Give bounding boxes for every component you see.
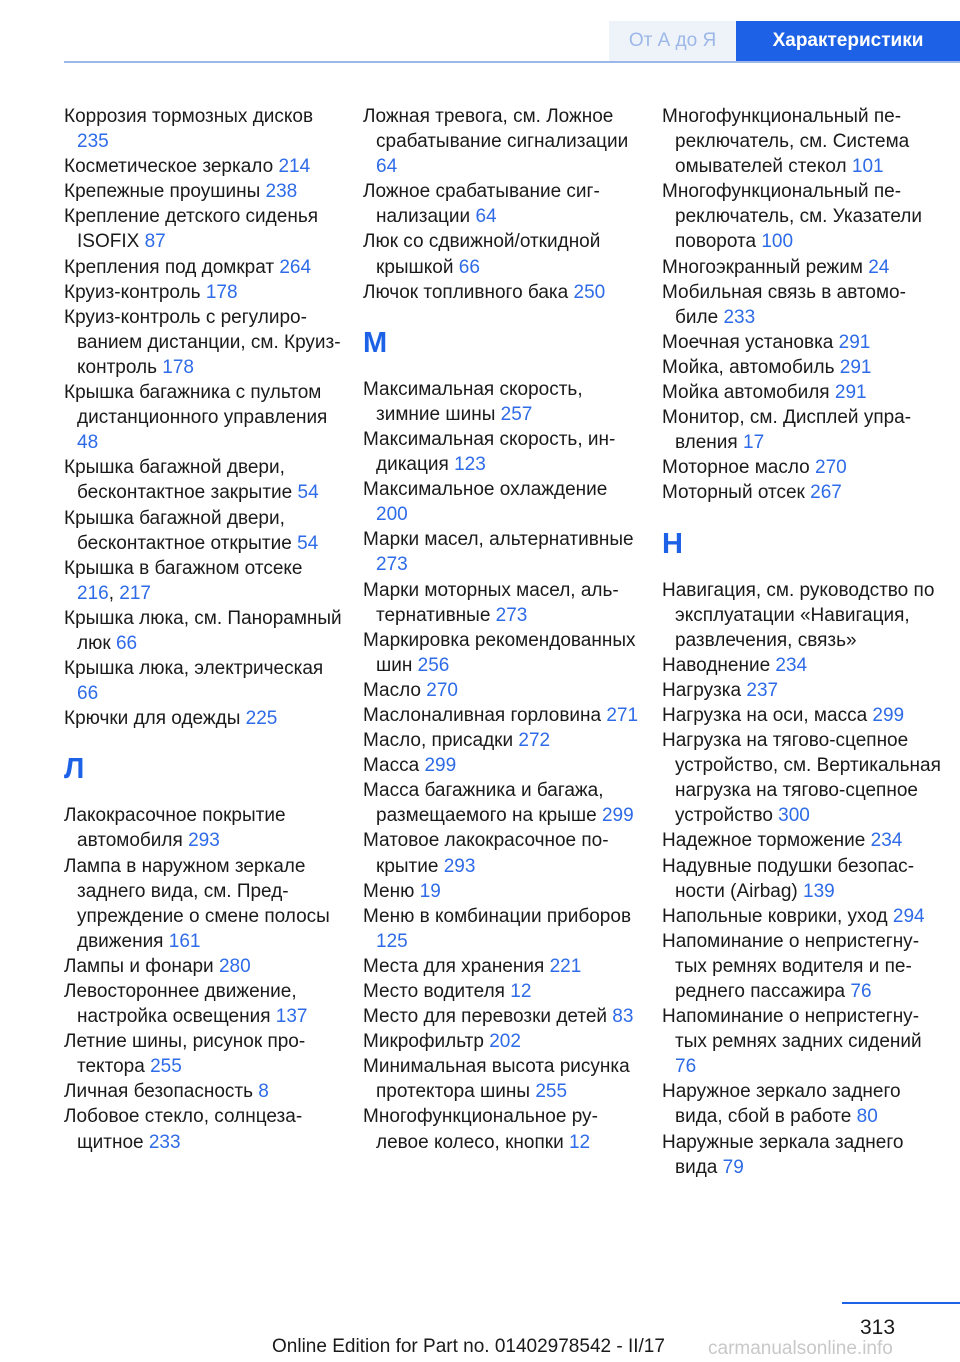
entry-text: Максимальное охлаждение xyxy=(363,479,608,501)
entry-text: Моторное масло xyxy=(662,457,810,479)
entry-text: Летние шины, рисунок протектора xyxy=(64,1031,306,1078)
index-entry xyxy=(662,1130,942,1180)
entry-text: Нагрузка на оси, масса xyxy=(662,704,868,726)
page-link[interactable]: 139 xyxy=(803,880,835,902)
entry-text: Многоэкранный режим xyxy=(662,256,863,278)
entry-text: Лампы и фонари xyxy=(64,955,214,977)
entry-text: Крышка багажника с пультом дистанционного управления xyxy=(64,382,328,429)
entry-text: Максимальная скорость, зимние шины xyxy=(363,378,583,425)
entry-text: Места для хранения xyxy=(363,955,545,977)
index-entry xyxy=(363,753,643,778)
entry-text: Личная безопасность xyxy=(64,1081,254,1103)
entry-text: Матовое лакокрасочное покрытие xyxy=(363,830,609,877)
index-entry xyxy=(64,204,344,254)
entry-text: Моторный отсек xyxy=(662,482,805,504)
index-entry xyxy=(64,979,344,1029)
page-link[interactable]: 238 xyxy=(265,181,298,203)
page-link[interactable]: 291 xyxy=(834,382,867,404)
index-entry xyxy=(662,355,942,380)
page-link[interactable]: 217 xyxy=(119,582,151,604)
index-entry xyxy=(363,527,643,577)
entry-text: Многофункциональный переключатель, см. Указатели поворота xyxy=(662,181,922,253)
entry-text: Крепления под домкрат xyxy=(64,256,275,278)
entry-text: Ложная тревога, см. Ложное срабатывание сигнализации xyxy=(363,106,629,153)
entry-text: Крышка люка, электрическая xyxy=(64,658,324,680)
index-entry xyxy=(662,854,942,904)
page-link[interactable]: 299 xyxy=(872,704,905,726)
page-link[interactable]: 300 xyxy=(778,805,810,827)
page-link[interactable]: 280 xyxy=(218,955,251,977)
entry-text: Минимальная высота рисунка протектора шины xyxy=(363,1056,630,1103)
page-link[interactable]: 237 xyxy=(746,679,779,701)
index-entry xyxy=(363,828,643,878)
entry-text: Многофункциональный переключатель, см. Система омывателей стекол xyxy=(662,106,910,178)
index-column-3 xyxy=(662,104,942,1180)
index-entry xyxy=(64,255,344,280)
index-entry xyxy=(64,803,344,853)
entry-text: Крышка багажной двери, бесконтактное закрытие xyxy=(64,457,293,504)
index-entry xyxy=(662,653,942,678)
entry-text: Круиз-контроль xyxy=(64,281,201,303)
page-link[interactable]: 76 xyxy=(850,981,872,1002)
entry-text: Крышка багажной двери, бесконтактное открытие xyxy=(64,507,292,554)
entry-text: Многофункциональное рулевое колесо, кнопки xyxy=(363,1106,598,1153)
index-entry xyxy=(363,728,643,753)
index-entry xyxy=(64,380,344,455)
entry-text: Масса xyxy=(363,755,420,777)
index-entry xyxy=(363,879,643,904)
index-entry xyxy=(64,506,344,556)
entry-text: Лакокрасочное покрытие автомобиля xyxy=(64,805,286,852)
index-entry xyxy=(64,179,344,204)
entry-text: Косметическое зеркало xyxy=(64,156,274,178)
page-link[interactable]: 270 xyxy=(426,679,458,701)
index-entry xyxy=(363,1054,643,1104)
entry-text: Мойка, автомобиль xyxy=(662,356,835,378)
page-link[interactable]: 221 xyxy=(549,955,582,977)
page-number: 313 xyxy=(860,1316,896,1339)
entry-text: Масса багажника и багажа, размещаемого на крыше xyxy=(363,780,604,827)
header-active-tab[interactable]: Характеристики xyxy=(736,21,960,61)
index-entry xyxy=(363,578,643,628)
index-entry xyxy=(363,904,643,954)
entry-text: Круиз-контроль с регулированием дистанции, см. Круиз-контроль xyxy=(64,306,341,378)
page-link[interactable]: 234 xyxy=(870,830,903,852)
page-link[interactable]: 267 xyxy=(810,482,842,504)
index-entry xyxy=(363,778,643,828)
entry-text: Маркировка рекомендованных шин xyxy=(363,629,636,676)
watermark: carmanualsonline.info xyxy=(708,1338,893,1359)
entry-text: Лобовое стекло, солнцезащитное xyxy=(64,1106,303,1153)
section-letter: М xyxy=(363,326,388,359)
page-link[interactable]: 137 xyxy=(275,1006,308,1028)
section-letter: Н xyxy=(662,527,683,560)
entry-text: Марки моторных масел, альтернативные xyxy=(363,579,619,626)
index-entry xyxy=(64,1079,344,1104)
index-column-2 xyxy=(363,104,643,1155)
entry-text: Место водителя xyxy=(363,981,505,1002)
page-link[interactable]: 270 xyxy=(815,457,847,479)
entry-text: Люк со сдвижной/откидной крышкой xyxy=(363,231,601,278)
header-section-label[interactable]: От А до Я xyxy=(609,21,736,61)
page-link[interactable]: 17 xyxy=(743,432,765,454)
index-entry xyxy=(662,380,942,405)
index-entry xyxy=(662,280,942,330)
index-entry xyxy=(64,656,344,706)
index-entry xyxy=(363,678,643,703)
index-entry xyxy=(662,728,942,828)
index-entry xyxy=(64,1029,344,1079)
index-entry xyxy=(662,1004,942,1079)
page-link[interactable]: 66 xyxy=(77,683,99,705)
index-entry xyxy=(662,255,942,280)
footer-edition: Online Edition for Part no. 01402978542 - II/17 xyxy=(272,1336,665,1357)
entry-text: Микрофильтр xyxy=(363,1031,484,1053)
index-entry xyxy=(363,179,643,229)
page-link[interactable]: 54 xyxy=(297,532,319,554)
page-link[interactable]: 214 xyxy=(278,156,311,178)
entry-text: Крышка люка, см. Панорамный люк xyxy=(64,607,342,654)
page-link[interactable]: 87 xyxy=(144,231,166,253)
entry-text: Навигация, см. руководство по эксплуатации «Навигация, развлечения, связь» xyxy=(662,579,935,651)
page-link[interactable]: 123 xyxy=(454,454,486,476)
page-link[interactable]: 64 xyxy=(376,156,398,178)
entry-text: Нагрузка xyxy=(662,679,742,701)
page-link[interactable]: 79 xyxy=(722,1156,744,1178)
page-link[interactable]: 19 xyxy=(419,880,441,902)
index-entry xyxy=(363,1104,643,1154)
page-link[interactable]: 48 xyxy=(77,432,99,454)
entry-text: Меню xyxy=(363,880,415,902)
index-entry xyxy=(662,330,942,355)
page-link[interactable]: 216 xyxy=(77,582,109,604)
page-link[interactable]: 100 xyxy=(761,231,794,253)
index-entry xyxy=(662,480,942,505)
entry-text: Моечная установка xyxy=(662,331,834,353)
page-link[interactable]: 83 xyxy=(612,1006,634,1028)
page-link[interactable]: 125 xyxy=(376,930,408,952)
entry-text: Максимальная скорость, индикация xyxy=(363,428,616,476)
page-link[interactable]: 178 xyxy=(162,356,194,378)
entry-text: Место для перевозки детей xyxy=(363,1006,608,1028)
index-entry xyxy=(64,854,344,954)
page-link[interactable]: 250 xyxy=(573,281,606,303)
page-number-rule xyxy=(842,1302,960,1304)
entry-text: Крепежные проушины xyxy=(64,181,261,203)
index-entry xyxy=(662,929,942,1004)
entry-text: Левостороннее движение, настройка освещения xyxy=(64,981,297,1028)
page-link[interactable]: 24 xyxy=(868,256,890,278)
page-link[interactable]: 291 xyxy=(838,331,871,353)
entry-text: Крышка в багажном отсеке xyxy=(64,557,303,579)
page-link[interactable]: 256 xyxy=(417,654,450,676)
page-link[interactable]: 101 xyxy=(851,156,884,178)
entry-text: Крючки для одежды xyxy=(64,708,241,730)
index-entry xyxy=(363,280,643,305)
index-entry xyxy=(363,954,643,979)
entry-text: Лючок топливного бака xyxy=(363,281,569,303)
index-entry xyxy=(64,104,344,154)
entry-text: Напоминание о непристегнутых ремнях задних сидений xyxy=(662,1006,922,1053)
index-entry xyxy=(363,477,643,527)
index-entry xyxy=(662,405,942,455)
page-link[interactable]: 293 xyxy=(443,855,476,877)
entry-text: Монитор, см. Дисплей управления xyxy=(662,407,912,454)
entry-text: Меню в комбинации приборов xyxy=(363,905,632,927)
index-entry xyxy=(363,104,643,179)
index-entry xyxy=(662,179,942,254)
page-link[interactable]: 66 xyxy=(115,632,138,654)
page-link[interactable]: 235 xyxy=(77,131,109,153)
index-entry xyxy=(662,455,942,480)
index-entry xyxy=(662,904,942,929)
page-link[interactable]: 66 xyxy=(458,256,480,278)
page-link[interactable]: 76 xyxy=(675,1056,697,1078)
entry-text: Напольные коврики, уход xyxy=(662,905,888,927)
index-entry xyxy=(363,427,643,477)
page-link[interactable]: 54 xyxy=(297,482,319,504)
page-link[interactable]: 234 xyxy=(775,654,808,676)
index-entry xyxy=(363,1004,643,1029)
entry-text: Ложное срабатывание сигнализации xyxy=(363,181,600,228)
page-link[interactable]: 273 xyxy=(376,554,408,576)
entry-text: Надежное торможение xyxy=(662,830,866,852)
page-link[interactable]: 291 xyxy=(839,356,872,378)
index-entry: Крышка в багажном отсеке 216, 217 xyxy=(64,557,303,604)
page-link[interactable]: 299 xyxy=(601,805,634,827)
page-link[interactable]: 273 xyxy=(495,604,528,626)
page-link[interactable]: 272 xyxy=(518,730,551,752)
index-entry xyxy=(363,229,643,279)
entry-text: Коррозия тормозных дисков xyxy=(64,106,314,127)
page-link[interactable]: 293 xyxy=(188,830,220,852)
entry-text: Напоминание о непристегнутых ремнях водителя и переднего пассажира xyxy=(662,930,920,1002)
index-entry xyxy=(64,305,344,380)
index-entry xyxy=(662,104,942,179)
entry-text: Марки масел, альтернативные xyxy=(363,529,634,551)
entry-text: Мобильная связь в автомобиле xyxy=(662,281,906,328)
index-entry xyxy=(662,678,942,703)
index-column-1 xyxy=(64,104,344,1155)
index-entry xyxy=(363,377,643,427)
entry-text: Надувные подушки безопасности (Airbag) xyxy=(662,855,915,902)
page-link[interactable]: 299 xyxy=(424,755,457,777)
index-entry xyxy=(64,606,344,656)
index-entry xyxy=(363,1029,643,1054)
index-entry xyxy=(64,455,344,505)
page-link[interactable]: 64 xyxy=(475,206,497,228)
page-link[interactable]: 233 xyxy=(148,1131,181,1153)
page-link[interactable]: 8 xyxy=(258,1081,269,1103)
page-link[interactable]: 271 xyxy=(606,704,639,726)
page-link[interactable]: 255 xyxy=(535,1081,568,1103)
page-link[interactable]: 294 xyxy=(892,905,925,927)
index-entry xyxy=(662,703,942,728)
entry-text: Крепление детского сиденья ISOFIX xyxy=(64,206,319,253)
index-entry xyxy=(64,280,344,305)
entry-text: Наружные зеркала заднего вида xyxy=(662,1131,904,1178)
index-entry xyxy=(64,154,344,179)
page-link[interactable]: 161 xyxy=(168,930,201,952)
page-link[interactable]: 200 xyxy=(376,504,408,526)
page-link[interactable]: 264 xyxy=(279,256,312,278)
page-link[interactable]: 257 xyxy=(500,403,533,425)
index-entry xyxy=(64,1104,344,1154)
index-entry xyxy=(363,979,643,1004)
entry-text: Масло xyxy=(363,679,421,701)
page-link[interactable]: 12 xyxy=(510,981,532,1002)
header-rule xyxy=(64,61,960,63)
entry-text: Лампа в наружном зеркале заднего вида, см. Предупреждение о смене полосы движения xyxy=(64,855,330,952)
page-link[interactable]: 255 xyxy=(150,1056,182,1078)
index-entry xyxy=(64,954,344,979)
page-link[interactable]: 225 xyxy=(245,708,278,730)
index-entry xyxy=(662,578,942,653)
page-link[interactable]: 12 xyxy=(568,1131,591,1153)
entry-text: Наружное зеркало заднего вида, сбой в работе xyxy=(662,1081,901,1128)
page-link[interactable]: 233 xyxy=(723,306,756,328)
index-entry xyxy=(662,828,942,853)
page-link[interactable]: 80 xyxy=(856,1106,878,1128)
page-link[interactable]: 202 xyxy=(489,1031,521,1053)
entry-text: Мойка автомобиля xyxy=(662,382,830,404)
section-letter: Л xyxy=(64,753,85,786)
entry-text: Маслоналивная горловина xyxy=(363,704,602,726)
index-entry xyxy=(64,706,344,731)
page-link[interactable]: 178 xyxy=(205,281,238,303)
entry-text: Нагрузка на тягово-сцепное устройство, см. Вертикальная нагрузка на тягово-сцепное устройство xyxy=(662,730,941,827)
entry-text: Масло, присадки xyxy=(363,730,514,752)
entry-text: Наводнение xyxy=(662,654,771,676)
index-entry xyxy=(662,1079,942,1129)
index-entry xyxy=(363,703,643,728)
index-entry xyxy=(363,628,643,678)
